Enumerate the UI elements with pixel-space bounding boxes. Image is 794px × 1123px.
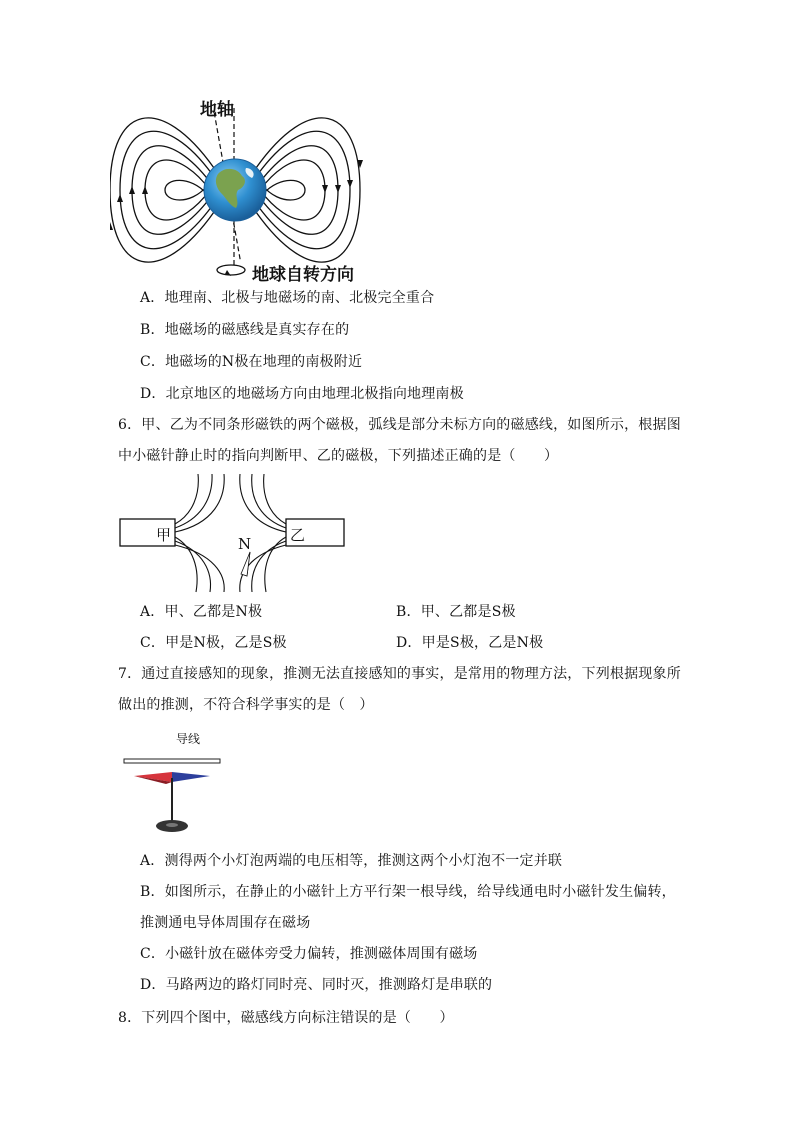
q6-option-c: C．甲是N极，乙是S极	[140, 635, 287, 651]
q6-option-d: D．甲是S极，乙是N极	[396, 635, 544, 651]
q7-option-a: A．测得两个小灯泡两端的电压相等，推测这两个小灯泡不一定并联	[140, 853, 563, 869]
q5-option-d: D．北京地区的地磁场方向由地理北极指向地理南极	[140, 386, 464, 402]
wire-compass-diagram	[120, 726, 230, 836]
q6-option-a: A．甲、乙都是N极	[140, 604, 263, 620]
needle-n-label: N	[238, 535, 252, 553]
wire	[124, 759, 220, 763]
q5-option-c: C．地磁场的N极在地理的南极附近	[140, 354, 363, 370]
q7-option-c: C．小磁针放在磁体旁受力偏转，推测磁体周围有磁场	[140, 946, 478, 962]
q6-stem-line2: 中小磁针静止时的指向判断甲、乙的磁极，下列描述正确的是（ ）	[118, 448, 559, 464]
wire-label: 导线	[176, 732, 201, 746]
q7-option-b: B．如图所示，在静止的小磁针上方平行架一根导线，给导线通电时小磁针发生偏转，	[140, 884, 676, 900]
magnet-yi-label: 乙	[290, 526, 306, 544]
bar-magnets-diagram	[118, 474, 348, 596]
q8-stem-line1: 8．下列四个图中，磁感线方向标注错误的是（ ）	[118, 1010, 454, 1026]
rotation-direction-label: 地球自转方向	[252, 265, 354, 285]
q7-stem-line2: 做出的推测，不符合科学事实的是（ ）	[118, 697, 374, 713]
q6-option-b: B．甲、乙都是S极	[396, 604, 516, 620]
q5-option-a: A．地理南、北极与地磁场的南、北极完全重合	[140, 290, 435, 306]
wire-compass-figure	[120, 726, 230, 836]
earth-magnetic-field-figure	[110, 90, 380, 290]
magnet-jia-label: 甲	[156, 526, 172, 544]
q7-option-d: D．马路两边的路灯同时亮、同时灭，推测路灯是串联的	[140, 977, 493, 993]
q6-stem-line1: 6．甲、乙为不同条形磁铁的两个磁极，弧线是部分未标方向的磁感线，如图所示，根据图	[118, 417, 681, 433]
earth-axis-label: 地轴	[200, 100, 234, 120]
bar-magnets-figure	[118, 474, 348, 596]
q7-stem-line1: 7．通过直接感知的现象，推测无法直接感知的事实，是常用的物理方法，下列根据现象所	[118, 666, 681, 682]
q5-option-b: B．地磁场的磁感线是真实存在的	[140, 322, 350, 338]
q7-option-b-continued: 推测通电导体周围存在磁场	[140, 915, 311, 931]
